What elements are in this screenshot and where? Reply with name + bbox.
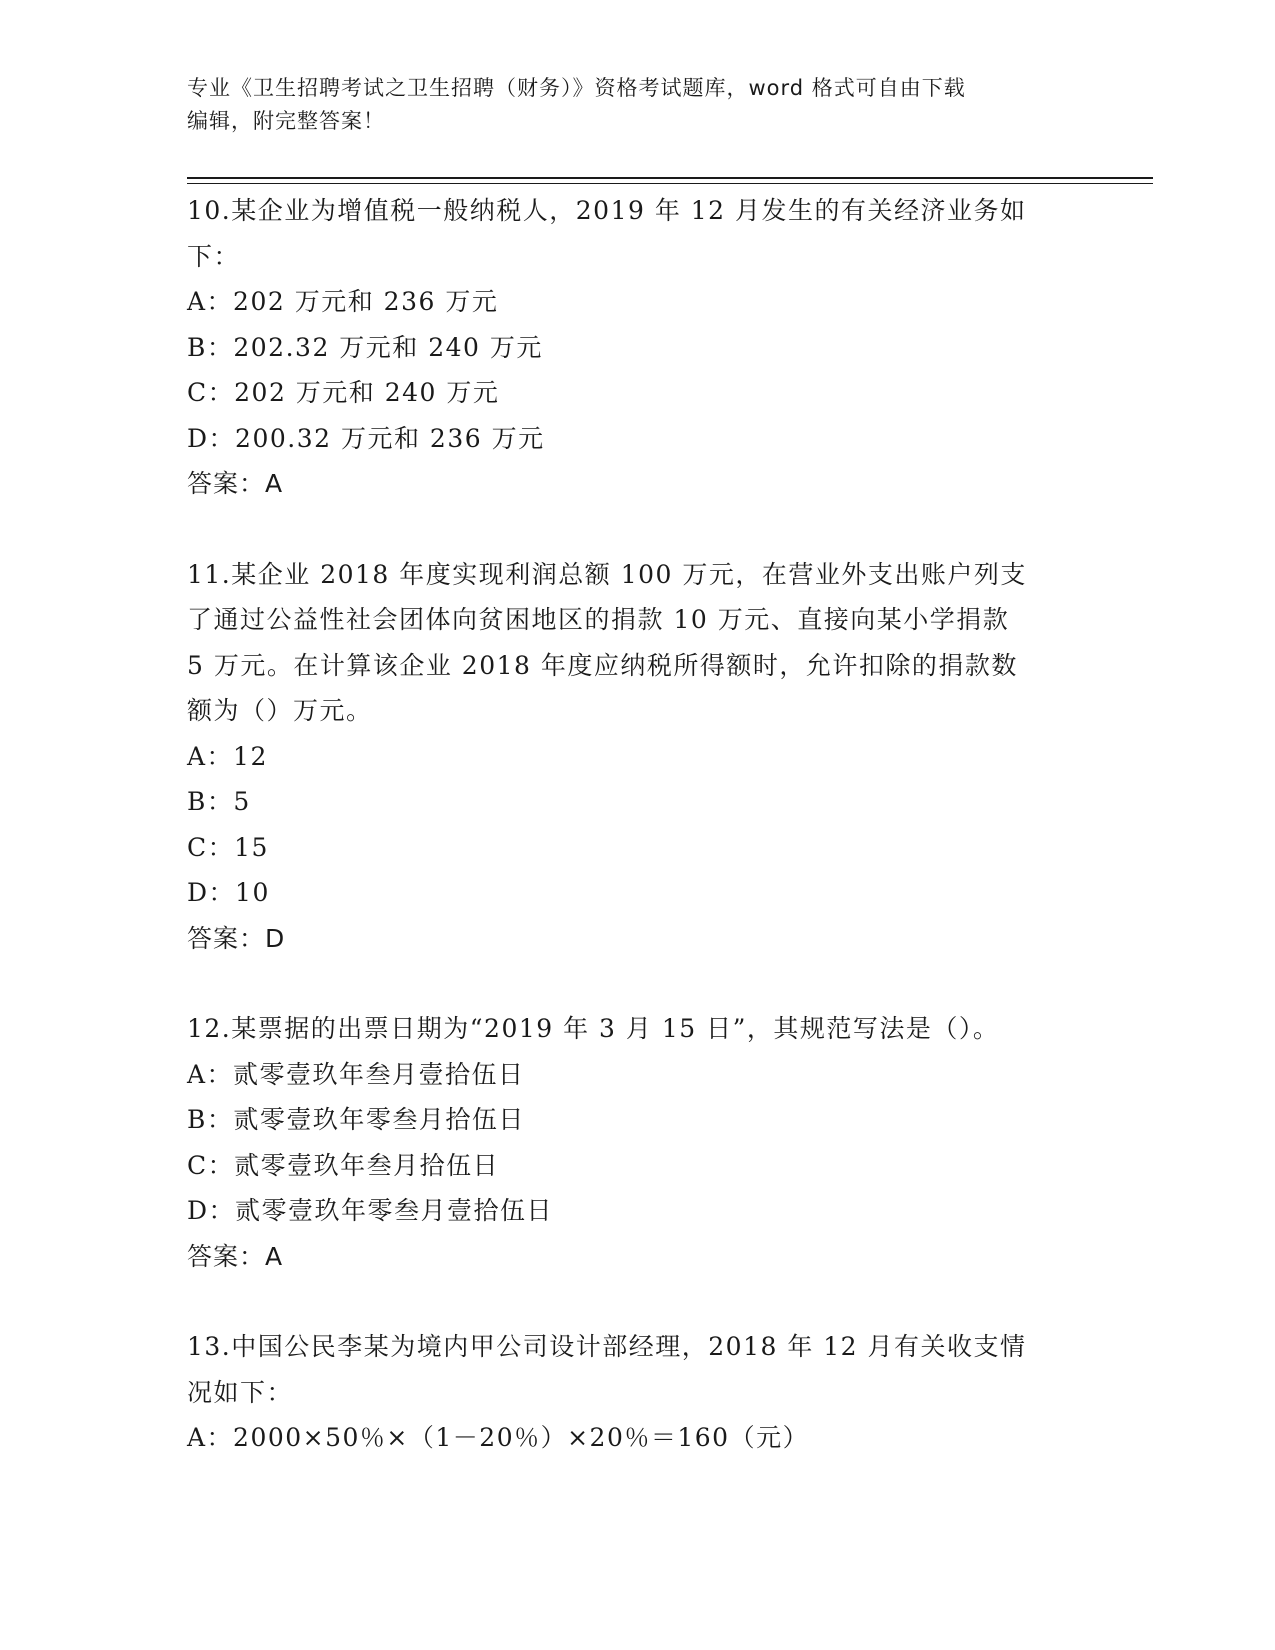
option-d: D：10: [187, 878, 270, 907]
option-d: D：200.32 万元和 236 万元: [187, 423, 545, 453]
question-text: 12.某票据的出票日期为“2019 年 3 月 15 日”，其规范写法是（）。: [187, 1014, 1000, 1043]
question-text: 额为（）万元。: [187, 696, 373, 725]
question-text: 5 万元。在计算该企业 2018 年度应纳税所得额时，允许扣除的捐款数: [187, 650, 1018, 680]
question-11: [187, 552, 1087, 962]
question-text: 了通过公益性社会团体向贫困地区的捐款 10 万元、直接向某小学捐款: [187, 605, 1010, 634]
option-d: D：贰零壹玖年零叁月壹拾伍日: [187, 1196, 554, 1225]
question-text: 11.某企业 2018 年度实现利润总额 100 万元，在营业外支出账户列支: [187, 559, 1027, 589]
question-text: 10.某企业为增值税一般纳税人，2019 年 12 月发生的有关经济业务如: [187, 196, 1027, 225]
header-line-2: 编辑，附完整答案！: [187, 109, 385, 133]
option-b: B：202.32 万元和 240 万元: [187, 332, 543, 362]
option-a: A：2000×50％×（1－20％）×20％＝160（元）: [187, 1423, 810, 1452]
answer-line: 答案：A: [187, 469, 284, 498]
answer-line: 答案：D: [187, 923, 286, 953]
option-a: A：12: [187, 741, 268, 771]
spacer: [187, 961, 1087, 1006]
option-a: A：202 万元和 236 万元: [187, 287, 499, 316]
header-rule-thin: [187, 183, 1153, 184]
document-header: [187, 72, 1067, 138]
question-text: 况如下：: [187, 1377, 294, 1407]
question-list: [187, 188, 1087, 1461]
option-c: C：贰零壹玖年叁月拾伍日: [187, 1150, 500, 1180]
option-b: B：贰零壹玖年零叁月拾伍日: [187, 1105, 525, 1134]
question-10: [187, 188, 1087, 507]
spacer: [187, 1279, 1087, 1324]
answer-line: 答案：A: [187, 1241, 284, 1271]
question-12: [187, 1006, 1087, 1279]
header-rule-thick: [187, 177, 1153, 179]
question-13: [187, 1324, 1087, 1461]
question-text: 13.中国公民李某为境内甲公司设计部经理，2018 年 12 月有关收支情: [187, 1332, 1027, 1361]
header-line-1: 专业《卫生招聘考试之卫生招聘（财务）》资格考试题库，word 格式可自由下载: [187, 76, 966, 100]
question-text: 下：: [187, 241, 241, 271]
option-c: C：15: [187, 832, 269, 862]
option-a: A：贰零壹玖年叁月壹拾伍日: [187, 1059, 525, 1089]
option-c: C：202 万元和 240 万元: [187, 378, 500, 407]
option-b: B：5: [187, 787, 251, 816]
spacer: [187, 507, 1087, 552]
